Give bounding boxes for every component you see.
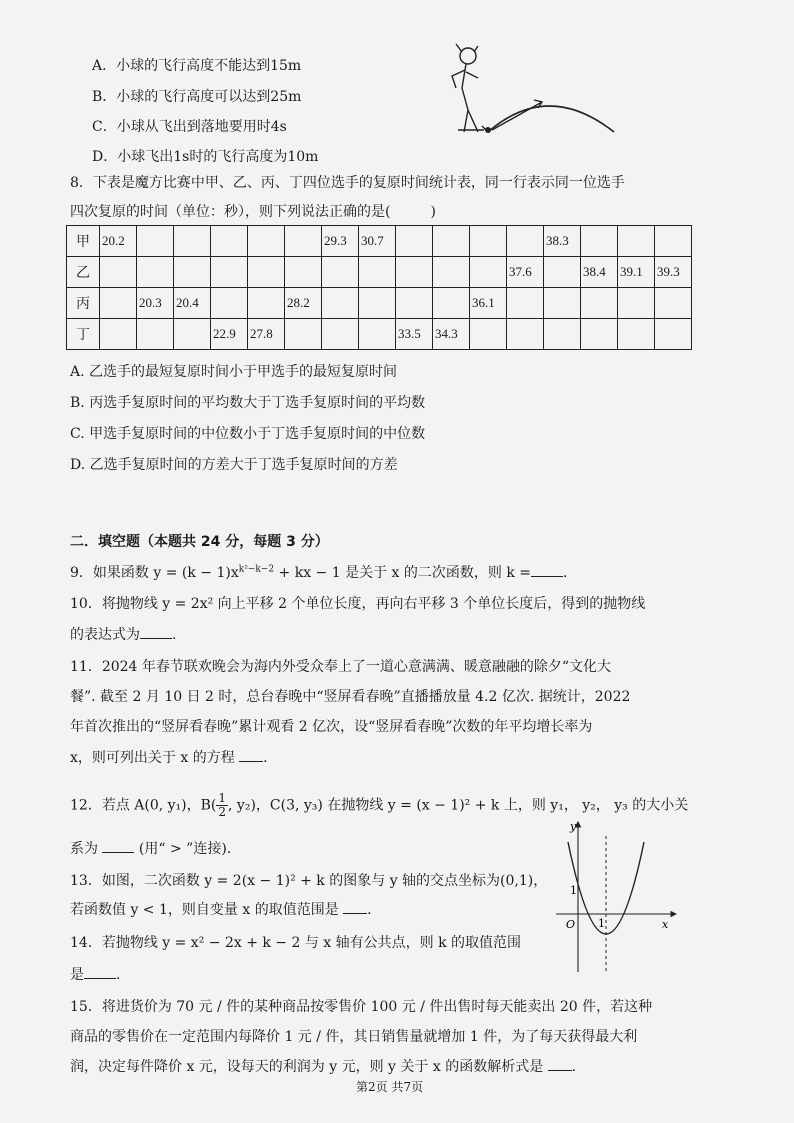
table-cell (470, 257, 507, 288)
q8-option-b: B. 丙选手复原时间的平均数大于丁选手复原时间的平均数 (70, 395, 426, 411)
table-cell (137, 226, 174, 257)
answer-blank (548, 1058, 572, 1071)
q7-option-d: D．小球飞出1s时的飞行高度为10m (92, 149, 319, 165)
table-cell (507, 288, 544, 319)
table-cell (100, 257, 137, 288)
fraction-numerator: 1 (218, 791, 227, 805)
answer-blank (239, 749, 263, 762)
table-cell (137, 319, 174, 350)
table-row (67, 319, 692, 350)
q8-stem-line1: 8．下表是魔方比赛中甲、乙、丙、丁四位选手的复原时间统计表，同一行表示同一位选手 (70, 175, 625, 191)
table-cell: 38.3 (544, 226, 581, 257)
table-cell (544, 288, 581, 319)
q9-part-b: + kx − 1 是关于 x 的二次函数，则 k = (274, 565, 531, 581)
table-cell: 39.3 (655, 257, 692, 288)
q15-end: . (571, 1059, 577, 1075)
y-axis-label: y (570, 820, 577, 833)
table-cell (285, 319, 322, 350)
table-cell (359, 319, 396, 350)
q15-line3 (70, 1056, 576, 1076)
answer-blank (102, 840, 134, 853)
q8-option-c: C. 甲选手复原时间的中位数小于丁选手复原时间的中位数 (70, 426, 426, 442)
table-cell (211, 288, 248, 319)
fraction-half (216, 792, 228, 819)
table-cell (433, 226, 470, 257)
row-header: 甲 (67, 226, 100, 257)
answer-blank (531, 564, 563, 577)
table-cell: 33.5 (396, 319, 433, 350)
q10-line2 (70, 624, 176, 644)
q9-part-a: 9．如果函数 y = (k − 1)x (70, 565, 239, 581)
table-cell: 30.7 (359, 226, 396, 257)
q14-text: 是 (70, 967, 84, 983)
section-title: 二．填空题（本题共 24 分，每题 3 分） (70, 534, 329, 550)
q9-exponent: k²−k−2 (238, 564, 275, 575)
q13-text: 若函数值 y < 1，则自变量 x 的取值范围是 (70, 902, 339, 918)
table-row (67, 257, 692, 288)
q10-end: . (172, 627, 177, 643)
q15-line1: 15．将进货价为 70 元 / 件的某种商品按零售价 100 元 / 件出售时每天能卖出 20 件，若这种 (70, 999, 653, 1015)
origin-label: O (566, 918, 576, 931)
table-cell (544, 257, 581, 288)
q10-text: 的表达式为 (70, 627, 140, 643)
q8-stem-close: ) (430, 204, 436, 220)
table-cell (618, 288, 655, 319)
table-cell (248, 288, 285, 319)
table-cell: 20.2 (100, 226, 137, 257)
q9-end: . (563, 565, 568, 581)
table-cell (655, 319, 692, 350)
q14-end: . (116, 967, 121, 983)
table-cell (211, 257, 248, 288)
x-tick-1: 1 (598, 917, 605, 930)
q12-text: 系为 (70, 841, 98, 857)
table-cell (655, 288, 692, 319)
table-cell (655, 226, 692, 257)
table-cell (470, 226, 507, 257)
table-cell (581, 288, 618, 319)
golfer-illustration (438, 40, 630, 140)
table-cell (581, 319, 618, 350)
answer-blank (84, 966, 116, 979)
table-cell (174, 257, 211, 288)
solve-times-table (66, 225, 692, 350)
q7-option-c: C．小球从飞出到落地要用时4s (92, 119, 287, 135)
table-cell (322, 319, 359, 350)
fraction-denominator: 2 (218, 805, 227, 819)
table-cell (396, 288, 433, 319)
table-cell (396, 226, 433, 257)
q12-text-b: , y₂)，C(3, y₃) 在抛物线 y = (x − 1)² + k 上，则 y₁， y₂， y₃ 的大小关 (228, 797, 689, 814)
table-cell (433, 257, 470, 288)
table-row (67, 226, 692, 257)
q14-line1: 14．若抛物线 y = x² − 2x + k − 2 与 x 轴有公共点，则 k 的取值范围 (70, 935, 522, 951)
table-cell: 20.4 (174, 288, 211, 319)
table-cell: 27.8 (248, 319, 285, 350)
q11-text: x，则可列出关于 x 的方程 (70, 750, 235, 766)
q8-stem-line2 (70, 201, 436, 221)
q12-text-a: 12．若点 A(0, y₁)，B( (70, 797, 217, 814)
q8-option-d: D. 乙选手复原时间的方差大于丁选手复原时间的方差 (70, 457, 398, 473)
row-header: 乙 (67, 257, 100, 288)
q14-line2 (70, 964, 120, 984)
table-cell (322, 257, 359, 288)
q7-option-a: A．小球的飞行高度不能达到15m (92, 58, 302, 74)
table-cell (137, 257, 174, 288)
q10-line1: 10．将抛物线 y = 2x² 向上平移 2 个单位长度，再向右平移 3 个单位长度后，得到的抛物线 (70, 596, 646, 612)
y-tick-1: 1 (570, 884, 577, 897)
table-cell: 20.3 (137, 288, 174, 319)
q12-hint: (用“ > ”连接). (138, 841, 232, 857)
q9 (70, 562, 567, 582)
table-cell: 34.3 (433, 319, 470, 350)
table-cell (285, 257, 322, 288)
q12-line2 (70, 838, 231, 858)
q11-line4 (70, 747, 268, 767)
q8-stem-text: 四次复原的时间（单位：秒），则下列说法正确的是( (70, 204, 391, 220)
row-header: 丙 (67, 288, 100, 319)
table-cell: 22.9 (211, 319, 248, 350)
q11-line3: 年首次推出的“竖屏看春晚”累计观看 2 亿次，设“竖屏看春晚”次数的年平均增长率为 (70, 719, 593, 735)
page-footer: 第2页 共7页 (356, 1080, 424, 1094)
table-cell: 38.4 (581, 257, 618, 288)
table-cell (100, 288, 137, 319)
table-cell: 36.1 (470, 288, 507, 319)
table-cell (618, 319, 655, 350)
x-axis-label: x (662, 918, 669, 931)
table-cell (470, 319, 507, 350)
q7-option-b: B．小球的飞行高度可以达到25m (92, 89, 302, 105)
q13-line2 (70, 899, 372, 919)
row-header: 丁 (67, 319, 100, 350)
q15-line2: 商品的零售价在一定范围内每降价 1 元 / 件，其日销售量就增加 1 件，为了每天获得最大利 (70, 1029, 638, 1045)
q11-line2: 餐”. 截至 2 月 10 日 2 时，总台春晚中“竖屏看春晚”直播播放量 4.2 亿次. 据统计，2022 (70, 689, 631, 705)
table-cell (100, 319, 137, 350)
table-cell: 28.2 (285, 288, 322, 319)
q8-option-a: A. 乙选手的最短复原时间小于甲选手的最短复原时间 (70, 364, 398, 380)
table-row (67, 288, 692, 319)
table-cell (433, 288, 470, 319)
table-cell (581, 226, 618, 257)
parabola-graph (552, 816, 682, 976)
table-cell (359, 257, 396, 288)
table-cell (174, 319, 211, 350)
table-cell: 37.6 (507, 257, 544, 288)
table-cell: 29.3 (322, 226, 359, 257)
table-cell (174, 226, 211, 257)
table-cell (285, 226, 322, 257)
answer-blank (140, 626, 172, 639)
table-cell (396, 257, 433, 288)
q11-line1: 11．2024 年春节联欢晚会为海内外受众奉上了一道心意满满、暖意融融的除夕“文化大 (70, 659, 612, 675)
q13-line1: 13．如图，二次函数 y = 2(x − 1)² + k 的图象与 y 轴的交点坐标为(0,1)， (70, 873, 548, 889)
q15-text: 润，决定每件降价 x 元，设每天的利润为 y 元，则 y 关于 x 的函数解析式是 (70, 1059, 544, 1075)
table-cell (248, 257, 285, 288)
table-cell (507, 319, 544, 350)
table-cell (248, 226, 285, 257)
table-cell (211, 226, 248, 257)
table-cell (322, 288, 359, 319)
table-cell (507, 226, 544, 257)
q12-line1 (70, 792, 688, 819)
table-cell (359, 288, 396, 319)
q13-end: . (367, 902, 372, 918)
table-cell: 39.1 (618, 257, 655, 288)
q11-end: . (263, 750, 268, 766)
table-cell (544, 319, 581, 350)
table-cell (618, 226, 655, 257)
answer-blank (343, 901, 367, 914)
